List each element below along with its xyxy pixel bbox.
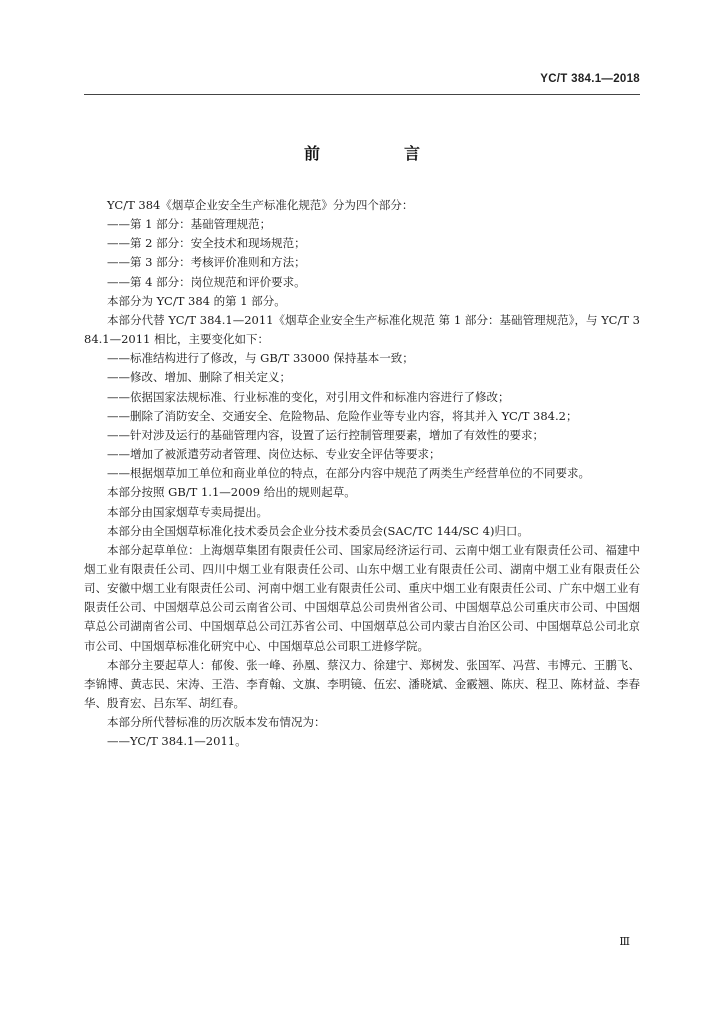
- list-item-part-4: ——第 4 部分：岗位规范和评价要求。: [107, 274, 306, 289]
- list-item-change-1: ——标准结构进行了修改，与 GB/T 33000 保持基本一致；: [107, 351, 414, 366]
- page-title: 前 言: [303, 144, 454, 163]
- list-item-part-2: ——第 2 部分：安全技术和现场规范；: [107, 236, 306, 251]
- list-item-change-6: ——增加了被派遣劳动者管理、岗位达标、专业安全评估等要求；: [107, 447, 441, 462]
- list-item-change-7: ——根据烟草加工单位和商业单位的特点，在部分内容中规范了两类生产经营单位的不同要求。: [107, 466, 590, 481]
- list-item-change-3: ——依据国家法规标准、行业标准的变化，对引用文件和标准内容进行了修改；: [107, 389, 510, 404]
- list-item-change-5: ——针对涉及运行的基础管理内容，设置了运行控制管理要素，增加了有效性的要求；: [107, 427, 544, 442]
- list-item-previous-edition: ——YC/T 384.1—2011。: [107, 734, 247, 749]
- paragraph-proposed-by: 本部分由国家烟草专卖局提出。: [107, 504, 268, 519]
- header-rule: [84, 94, 640, 95]
- standard-code: YC/T 384.1—2018: [540, 73, 640, 85]
- paragraph-previous-editions: 本部分所代替标准的历次版本发布情况为：: [107, 715, 326, 730]
- paragraph-drafting-units: 本部分起草单位：上海烟草集团有限责任公司、国家局经济运行司、云南中烟工业有限责任公司、福建中烟工业有限责任公司、四川中烟工业有限责任公司、山东中烟工业有限责任公司、湖南中烟工业有限责任公司、安徽中烟工业有限责任公司、河南中烟工业有限责任公司、重庆中烟工业有限责任公司、广东中烟工业有限责任公司、中国烟草总公司云南省公司、中国烟草总公司贵州省公司、中国烟草总公司重庆市公司、中国烟草总公司湖南省公司、中国烟草总公司江苏省公司、中国烟草总公司内蒙古自治区公司、中国烟草总公司北京市公司、中国烟草标准化研究中心、中国烟草总公司职工进修学院。: [84, 542, 640, 653]
- paragraph-drafters: 本部分主要起草人：郁俊、张一峰、孙凰、蔡汉力、徐建宁、郑树发、张国军、冯营、韦博元、王鹏飞、李锦博、黄志民、宋涛、王浩、李育翰、文旗、李明镜、伍宏、潘晓斌、金霰翘、陈庆、程卫、陈材益、李春华、殷育宏、吕东军、胡红春。: [84, 657, 640, 711]
- page-number: Ⅲ: [619, 935, 630, 948]
- list-item-part-1: ——第 1 部分：基础管理规范；: [107, 217, 272, 232]
- list-item-change-4: ——删除了消防安全、交通安全、危险物品、危险作业等专业内容，将其并入 YC/T 384.2；: [107, 408, 578, 423]
- list-item-change-2: ——修改、增加、删除了相关定义；: [107, 370, 291, 385]
- list-item-part-3: ——第 3 部分：考核评价准则和方法；: [107, 255, 306, 270]
- paragraph-drafting-rules: 本部分按照 GB/T 1.1—2009 给出的规则起草。: [107, 485, 356, 500]
- paragraph-parts-intro: YC/T 384《烟草企业安全生产标准化规范》分为四个部分：: [107, 198, 414, 212]
- paragraph-replaces: 本部分代替 YC/T 384.1—2011《烟草企业安全生产标准化规范 第 1 部分：基础管理规范》，与 YC/T 384.1—2011 相比，主要变化如下：: [84, 312, 640, 347]
- paragraph-this-part: 本部分为 YC/T 384 的第 1 部分。: [107, 293, 286, 308]
- document-body: [84, 196, 640, 752]
- paragraph-under-jurisdiction: 本部分由全国烟草标准化技术委员会企业分技术委员会(SAC/TC 144/SC 4)归口。: [107, 523, 529, 538]
